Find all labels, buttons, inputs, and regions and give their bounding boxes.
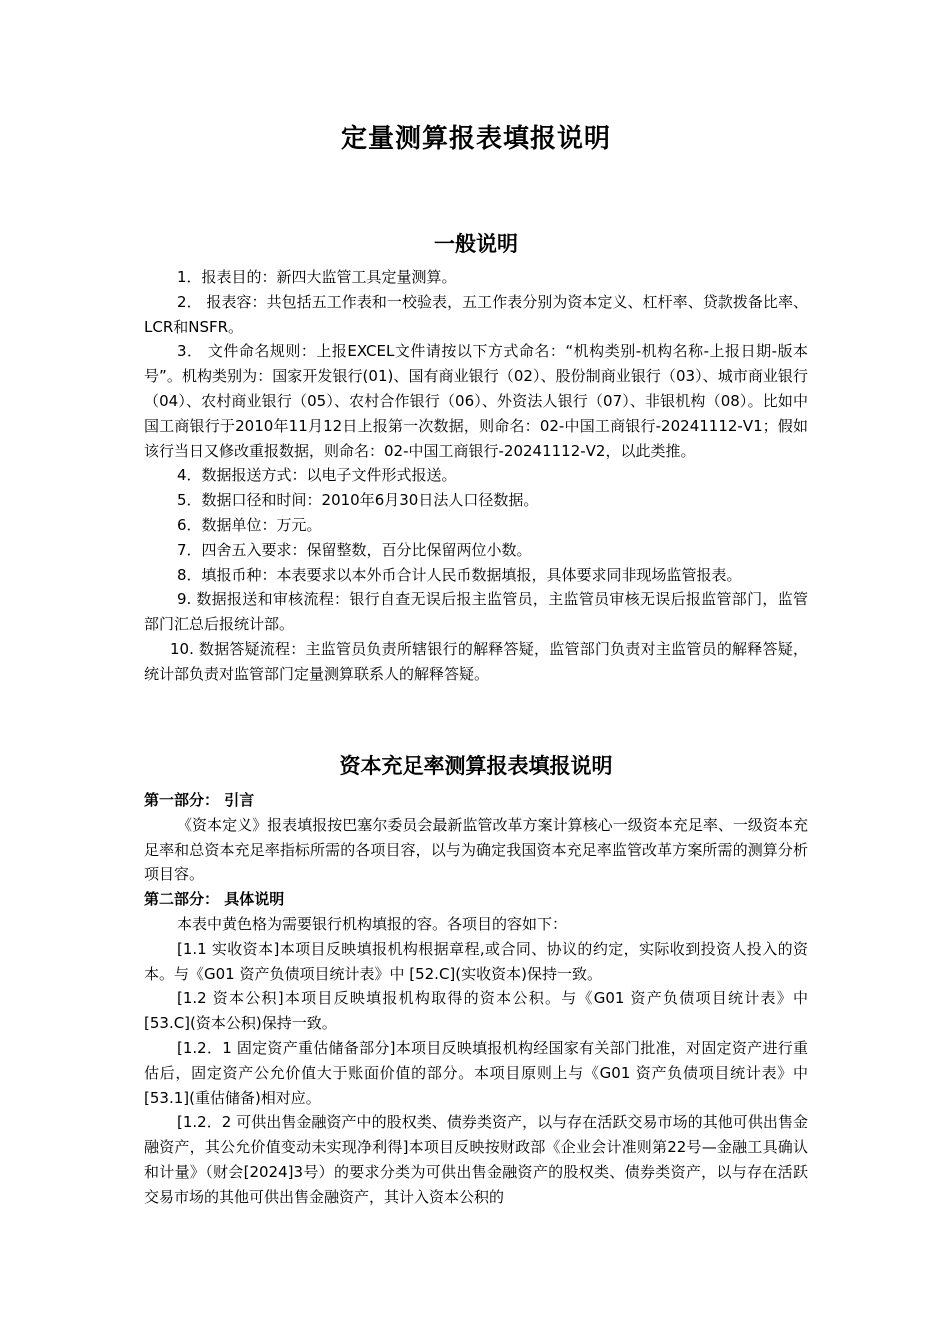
capital-body (144, 788, 808, 1210)
capital-paragraph: [1.2．1 固定资产重估储备部分]本项目反映填报机构经国家有关部门批准，对固定资产进行重估后，固定资产公允价值大于账面价值的部分。本项目原则上与《G01 资产负债项目统计表》中[53.1](重估储备)相对应。 (144, 1038, 808, 1107)
part1-text: 《资本定义》报表填报按巴塞尔委员会最新监管改革方案计算核心一级资本充足率、一级资本充足率和总资本充足率指标所需的各项目容，以与为确定我国资本充足率监管改革方案所需的测算分析项目容。 (144, 815, 808, 884)
capital-heading: 资本充足率测算报表填报说明 (339, 754, 613, 778)
document-title: 定量测算报表填报说明 (340, 124, 611, 154)
capital-paragraph: [1.1 实收资本]本项目反映填报机构根据章程,或合同、协议的约定，实际收到投资人投入的资本。与《G01 资产负债项目统计表》中 [52.C](实收资本)保持一致。 (144, 939, 808, 983)
general-item: 2． 报表容：共包括五工作表和一校验表，五工作表分别为资本定义、杠杆率、贷款拨备比率、LCR和NSFR。 (144, 292, 808, 336)
general-item: 7．四舍五入要求：保留整数，百分比保留两位小数。 (177, 540, 532, 559)
capital-paragraph: 本表中黄色格为需要银行机构填报的容。各项目的容如下： (177, 914, 568, 933)
part2-label: 第二部分： 具体说明 (144, 890, 285, 909)
general-item: 8．填报币种：本表要求以本外币合计人民币数据填报，具体要求同非现场监管报表。 (177, 565, 742, 584)
general-item: 3． 文件命名规则：上报EXCEL文件请按以下方式命名：“机构类别-机构名称-上报日期-版本号”。机构类别为：国家开发银行(01)、国有商业银行（02）、股份制商业银行（03）、城市商业银行（04）、农村商业银行（05）、农村合作银行（06）、外资法人银行（07）、非银机构（08）。比如中国工商银行于2010年11月12日上报第一次数据，则命名：02-中国工商银行-20241112-V1；假如该行当日又修改重报数据，则命名：02-中国工商银行-20241112-V2，以此类推。 (144, 342, 808, 460)
general-item: 6．数据单位：万元。 (177, 515, 322, 534)
general-heading: 一般说明 (434, 232, 518, 256)
general-item: 4．数据报送方式：以电子文件形式报送。 (177, 466, 457, 485)
capital-paragraph: [1.2．2 可供出售金融资产中的股权类、债券类资产，以与存在活跃交易市场的其他可供出售金融资产，其公允价值变动未实现净利得]本项目反映按财政部《企业会计准则第22号—金融工具确认和计量》（财会[2024]3号）的要求分类为可供出售金融资产的股权类、债券类资产，以与存在活跃交易市场的其他可供出售金融资产，其计入资本公积的 (144, 1113, 808, 1206)
part1-label: 第一部分： 引言 (144, 791, 255, 809)
general-item: 5．数据口径和时间：2010年6月30日法人口径数据。 (177, 491, 539, 510)
general-item: 9. 数据报送和审核流程：银行自查无误后报主监管员，主监管员审核无误后报监管部门，监管部门汇总后报统计部。 (144, 590, 808, 634)
general-item: 10. 数据答疑流程：主监管员负责所辖银行的解释答疑，监管部门负责对主监管员的解释答疑，统计部负责对监管部门定量测算联系人的解释答疑。 (144, 639, 808, 683)
capital-paragraph: [1.2 资本公积]本项目反映填报机构取得的资本公积。与《G01 资产负债项目统计表》中[53.C](资本公积)保持一致。 (144, 989, 808, 1033)
general-items (144, 265, 808, 687)
general-item: 1．报表目的：新四大监管工具定量测算。 (177, 268, 457, 286)
